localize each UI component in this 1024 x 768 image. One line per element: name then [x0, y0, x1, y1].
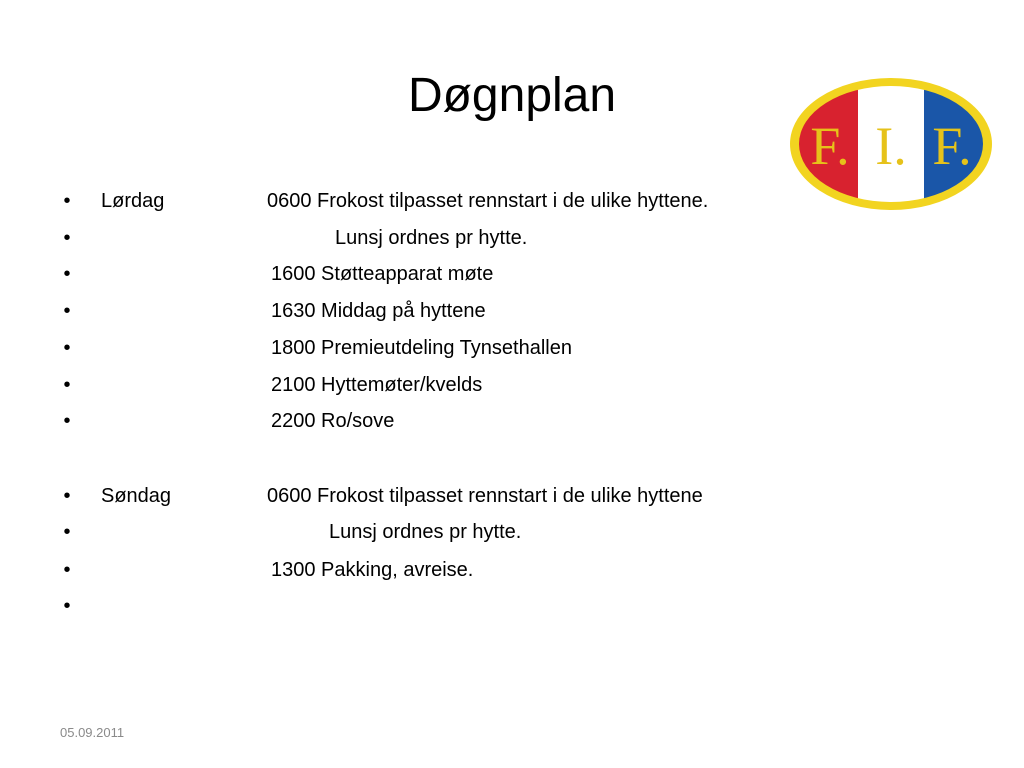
- schedule-text: 0600 Frokost tilpasset rennstart i de ulike hyttene: [267, 485, 703, 507]
- schedule-text: Lunsj ordnes pr hytte.: [329, 521, 522, 543]
- bullet-icon: •: [63, 595, 71, 617]
- schedule-text: 1300 Pakking, avreise.: [271, 559, 474, 581]
- list-item: [0, 370, 790, 400]
- bullet-icon: •: [63, 263, 71, 285]
- list-item: [0, 555, 790, 585]
- list-item: [0, 333, 790, 363]
- logo-letter-3: F.: [932, 116, 972, 176]
- bullet-icon: •: [63, 374, 71, 396]
- list-item: [0, 186, 790, 216]
- list-item: [0, 517, 790, 547]
- day-label: Lørdag: [101, 190, 165, 212]
- list-item: [0, 406, 790, 436]
- footer-date: 05.09.2011: [60, 725, 125, 740]
- list-item: [0, 591, 790, 621]
- bullet-icon: •: [63, 485, 71, 507]
- bullet-icon: •: [63, 337, 71, 359]
- day-label: Søndag: [101, 485, 172, 507]
- schedule-text: 1630 Middag på hyttene: [271, 300, 486, 322]
- schedule-text: 0600 Frokost tilpasset rennstart i de ulike hyttene.: [267, 190, 709, 212]
- list-item: [0, 481, 790, 511]
- schedule-text: 1800 Premieutdeling Tynsethallen: [271, 337, 572, 359]
- list-item: [0, 223, 790, 253]
- schedule-text: 2200 Ro/sove: [271, 410, 395, 432]
- bullet-icon: •: [63, 190, 71, 212]
- logo-letter-2: I.: [875, 116, 907, 176]
- schedule-text: 1600 Støtteapparat møte: [271, 263, 494, 285]
- schedule-text: 2100 Hyttemøter/kvelds: [271, 374, 483, 396]
- logo-letter-1: F.: [810, 116, 850, 176]
- list-item: [0, 259, 790, 289]
- bullet-icon: •: [63, 521, 71, 543]
- list-item: [0, 296, 790, 326]
- slide-title: Døgnplan: [407, 69, 617, 122]
- bullet-icon: •: [63, 559, 71, 581]
- bullet-icon: •: [63, 410, 71, 432]
- bullet-icon: •: [63, 300, 71, 322]
- bullet-icon: •: [63, 227, 71, 249]
- schedule-text: Lunsj ordnes pr hytte.: [335, 227, 528, 249]
